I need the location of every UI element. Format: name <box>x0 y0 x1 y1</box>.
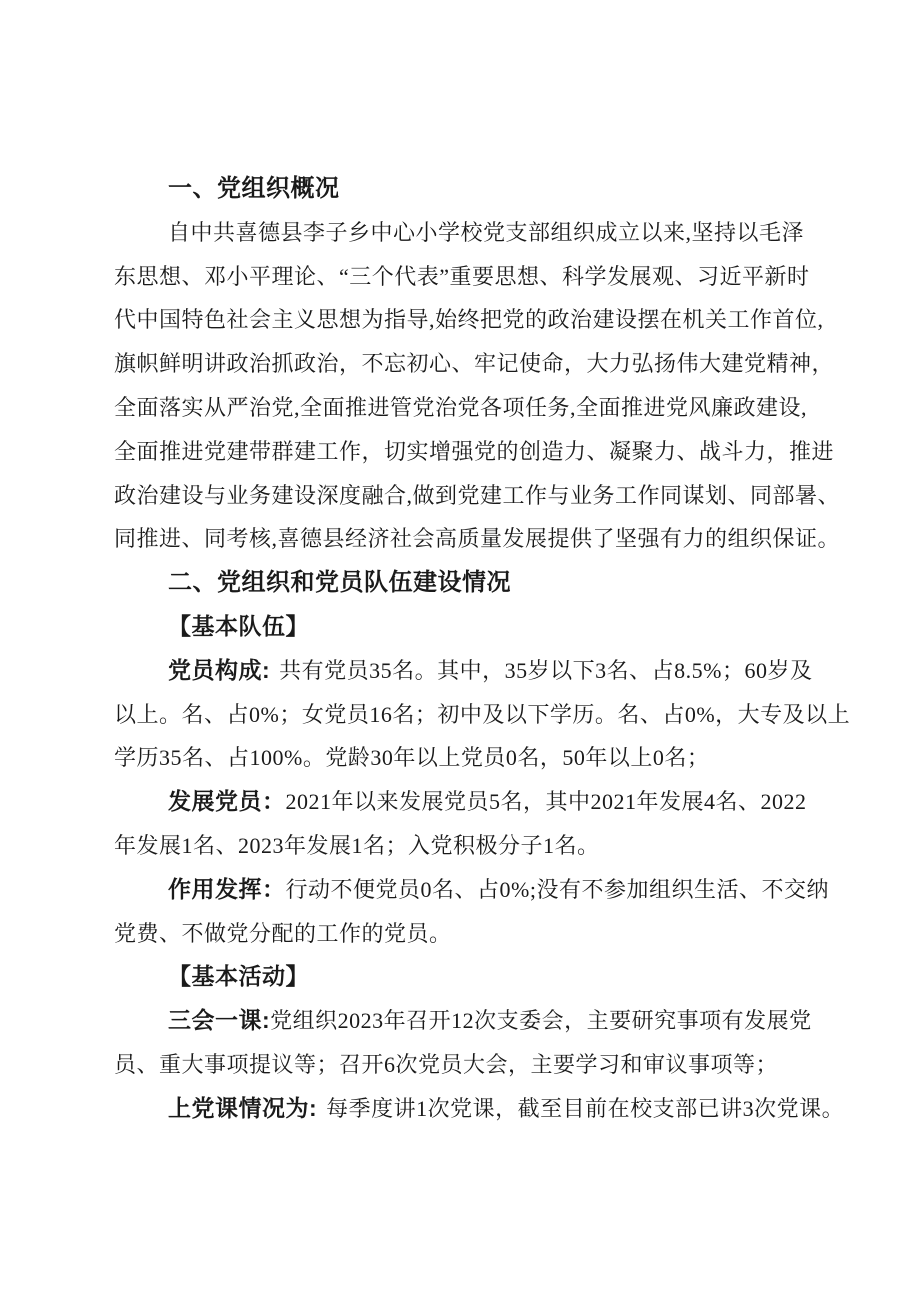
paragraph-text: 党组织2023年召开12次支委会，主要研究事项有发展党 <box>270 1008 812 1034</box>
party-composition-line <box>114 649 814 693</box>
document-body <box>114 167 851 1131</box>
run-in-label-role-performance: 作用发挥： <box>168 875 286 902</box>
paragraph-text: 行动不便党员0名、占0%;没有不参加组织生活、不交纳 <box>285 876 829 902</box>
para1-line: 代中国特色社会主义思想为指导,始终把党的政治建设摆在机关工作首位, <box>114 307 824 333</box>
sub-heading-basic-team: 【基本队伍】 <box>168 612 309 639</box>
member-development-line <box>114 780 814 824</box>
sub-heading-basic-activities: 【基本活动】 <box>168 963 309 990</box>
run-in-label-party-composition: 党员构成: <box>168 656 271 683</box>
para1-line: 同推进、同考核,喜德县经济社会高质量发展提供了坚强有力的组织保证。 <box>114 526 841 552</box>
role-performance-line <box>114 868 829 912</box>
para1-line: 政治建设与业务建设深度融合,做到党建工作与业务工作同谋划、同部暑、 <box>114 482 841 508</box>
meetings-line <box>114 999 814 1043</box>
role-performance-line: 党费、不做党分配的工作的党员。 <box>114 920 452 946</box>
para1-line: 全面推进党建带群建工作，切实增强党的创造力、凝聚力、战斗力，推进 <box>114 438 835 464</box>
paragraph-text: 2021年以来发展党员5名，其中2021年发展4名、2022 <box>285 789 807 815</box>
run-in-label-three-meetings: 三会一课: <box>168 1007 271 1034</box>
para1-line: 旗帜鲜明讲政治抓政治，不忘初心、牢记使命，大力弘扬伟大建党精神， <box>114 351 835 377</box>
party-composition-line: 学历35名、占100%。党龄30年以上党员0名，50年以上0名； <box>114 745 710 771</box>
meetings-line: 员、重大事项提议等；召开6次党员大会，主要学习和审议事项等； <box>114 1051 779 1077</box>
run-in-label-member-development: 发展党员： <box>168 788 286 815</box>
run-in-label-party-lecture: 上党课情况为: <box>168 1094 318 1121</box>
member-development-line: 年发展1名、2023年发展1名；入党积极分子1名。 <box>114 832 600 858</box>
para1-line: 全面落实从严治党,全面推进管党治党各项任务,全面推进党风廉政建设, <box>114 394 808 420</box>
para1-line: 自中共喜德县李子乡中心小学校党支部组织成立以来,坚持以毛泽 <box>168 219 805 245</box>
paragraph-text: 共有党员35名。其中，35岁以下3名、占8.5%；60岁及 <box>279 657 813 683</box>
section2-heading: 二、党组织和党员队伍建设情况 <box>168 569 511 597</box>
party-lecture-line <box>114 1087 845 1131</box>
party-composition-line: 以上。名、占0%；女党员16名；初中及以下学历。名、占0%，大专及以上 <box>114 701 851 727</box>
section1-heading: 一、党组织概况 <box>168 175 340 202</box>
paragraph-text: 每季度讲1次党课，截至目前在校支部已讲3次党课。 <box>326 1095 845 1121</box>
para1-line: 东思想、邓小平理论、“三个代表”重要思想、科学发展观、习近平新时 <box>114 263 810 289</box>
